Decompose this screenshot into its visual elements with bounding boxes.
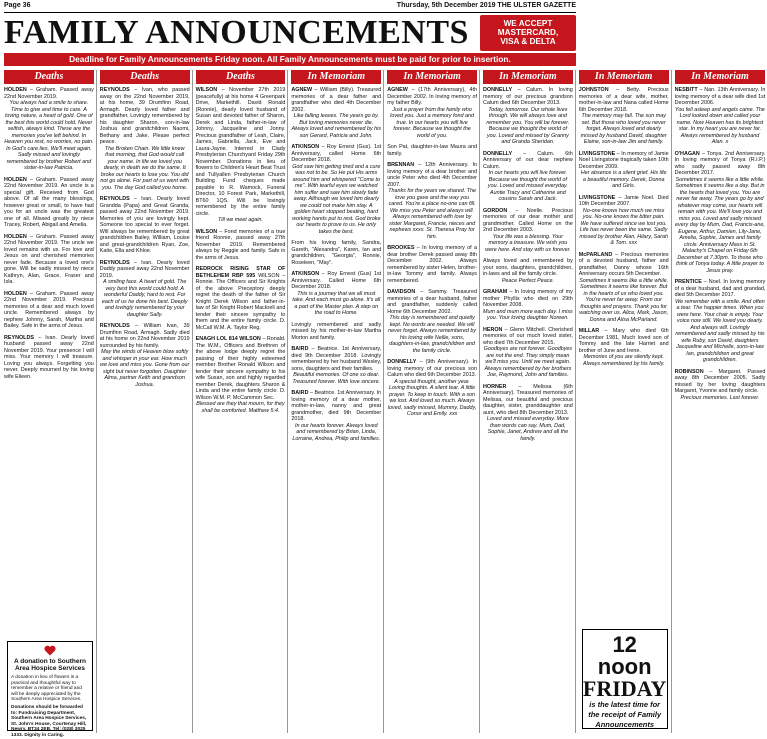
notice-name: WILSON (195, 87, 218, 93)
notice-name: GRAHAM (482, 289, 508, 295)
notice-verse: No-one knows how much we miss you. No-one knows the bitter pain. We have suffered since we lost you. Life has never been the same. Sadly missed by brother Alan, Hilary, Sarah & Tom. xxx (579, 207, 669, 246)
notice (4, 335, 94, 381)
notice-text: – (9th Anniversary). In loving memory of our precious son Calum who died 6th December 2013. (387, 359, 477, 378)
notice-name: REYNOLDS (99, 323, 130, 329)
notice-verse: Mum and mum more each day. I miss you. Your loving daughter Noreen. (482, 308, 573, 321)
notice (4, 291, 94, 330)
promo-text: is the latest time for the receipt of Family Announcements (588, 700, 662, 729)
notice-verse: You fell asleep and angels came. The Lord looked down and called your name. Now Heaven has its brightest star. In my heart you are never far. Always remembered by husband Alan. x (675, 106, 765, 145)
section-heading: In Memoriam (579, 70, 669, 84)
notice (387, 359, 477, 418)
notice-name: LIVINGSTONE (578, 150, 616, 157)
notice-text: – Ivan. Dearly loved Grandda (Papa) and Great Granda, passed away 22nd November 2019. Memories of you are lovingly kept. Someone too special to ever forget. Will always be remembered by great grandchildren Bailey, William, Louise and great-grandchildren Ryan, Zoe, Katie, Ella and Khloe. (99, 196, 190, 254)
notice (483, 208, 573, 254)
notice-name: HERON (482, 326, 503, 333)
notice-name: BAIRD (291, 346, 309, 352)
notice (387, 245, 477, 284)
notice-text: – Roy Ernest (Gus). 1st Anniversary, called Home 6th December 2018. (291, 144, 382, 163)
banner-title: FAMILY ANNOUNCEMENTS (4, 14, 469, 51)
notice (100, 323, 190, 388)
notice-name: HOLDEN (4, 233, 27, 240)
notice-verse: Memories of you are silently kept. Always remembered by his family. (582, 354, 665, 367)
notice-verse: May the winds of Heaven blow softly and whisper in your ear. How much we love and miss you. Gone from our sight but never forgotten. Daughter Alma, partner Keith and grandson Joshua. (100, 349, 190, 388)
notice (291, 87, 381, 139)
notice-text: – Graham. Passed away 22nd November 2019. An uncle is a special gift. Received from God above. Of all the many blessings, however great or small, to have had you for an uncle was the greatest one of all. Missed greatly by niece Tracey, Robert, Abigail and Amelia. (4, 176, 94, 228)
notice-verse: Goodbyes are not forever. Goodbyes are not the end. They simply mean we'll miss you. Until we meet again. Always remembered by her brothers Joe, Raymond, John and families. (483, 346, 573, 378)
notice-text: – In loving memory of a dear brother Derek passed away 8th December 2002. Always remembered by sister Helen, brother-in-law Tommy and family. Always remembered. (387, 245, 477, 284)
notice-text: – William Ivan, 39 Drumfinn Road, Armagh. Sadly died at his home on 22nd November 2019 surrounded by his family. (99, 323, 190, 349)
notice-name: REYNOLDS (4, 334, 34, 341)
deadline-promo-box (582, 629, 668, 729)
notice (100, 260, 190, 319)
notice (196, 266, 286, 331)
notice-verse: Your life was a blessing. Your memory a treasure. We wish you were here. And stay with us forever. (485, 233, 571, 253)
notice (4, 87, 94, 172)
notice (483, 151, 573, 203)
notice-name: LIVINGSTONE (578, 194, 616, 201)
card-payment-badge (480, 15, 576, 51)
notice-name: WILSON (195, 228, 218, 235)
notice-verse: Thanks for the years we shared. The love you gave and the way you cared. You're a place no-one can fill. We miss you Peter and always will. Always remembered with love by sister Margaret, Francie, nieces and nephews xxxx. St. Theresa Pray for him. (388, 188, 476, 240)
notice-verse: Sometimes it seems like a little while. Sometimes it seems like forever. But in the hearts of us who loved you. You're never far away. From our thoughts and prayers. Thank you for watching over us. Alice, Mark, Jason, Donna and Alisa McParland. (579, 277, 669, 323)
notice (483, 327, 573, 379)
notice (4, 234, 94, 286)
page-dateline: Thursday, 5th December 2019 THE ULSTER GAZETTE (396, 2, 576, 9)
notice-text: – Noel. In loving memory of a dear husband, dad and grandad, died 5th December 2017. (674, 279, 766, 298)
notice-verse: Precious memories. Last forever. (680, 394, 760, 401)
notice-text: – (17th Anniversary), 4th December 2002. In loving memory of my father Billy. (387, 87, 477, 106)
notice-text: – Margaret. Passed away 8th December 2005. Sadly missed by her loving daughters Margaret, Yvonne and family circle. (674, 368, 766, 394)
notice-text: – November 27th 2019 (peacefully) at his home 4 Greenpark Drive, Markethill. David Ronald (Ronnie), dearly loved husband of Susan and devoted father of Sharon, Derek and Linda, father-in-law of Johnny, Jacqueline and Jonny. Precious grandfather of Leah, Claire, James, Gabriella, Jack, Eve and Laura-Jayne. Interred in Clady Presbyterian Churchyard Friday 29th November. Donations in lieu of flowers to Children's Heart Beat Trust and Tullyallen Presbyterian Church Building Fund cheques made payable to R. Wamock, Funeral Director, 10 Forest Park, Markethill, BT60 1QS. Will be lovingly remembered by the entire family circle. (195, 87, 286, 217)
notice-verse: Beautiful memories. Of one so dear. Treasured forever. With love sincere. (292, 372, 381, 385)
notice-name: MILLAR (578, 328, 600, 334)
notice-text: – Melissa (6th Anniversary). Treasured memories of Melissa, our beautiful and precious daughter, sister, granddaughter and aunt, who died 8th December 2013. (482, 383, 573, 416)
column-5 (387, 70, 480, 733)
notice-text: – 12th Anniversary. In loving memory of a dear brother and uncle Peter who died 4th December 2007. (387, 162, 477, 188)
notice-text: – Tonya. 2nd Anniversary. In loving memory of Tonya (R.I.P.) who sadly passed away 8th December 2017. (674, 150, 766, 176)
notice-text: – Sammy. Treasured memories of a dear husband, father and grandfather, suddenly called Home 6th December 2002. (387, 289, 477, 315)
notice-name: REYNOLDS (99, 259, 130, 266)
notice (675, 87, 766, 146)
section-heading: In Memoriam (387, 70, 477, 84)
notice-name: REDROCK RISING STAR OF BETHLEHEM RBP 595 (195, 266, 286, 279)
notice (483, 289, 573, 322)
notice (387, 87, 477, 139)
notice (483, 87, 573, 146)
notice-verse: A special thought, another year. Loving thoughts. A silent tear. A little prayer. To keep in touch. With a son we lost. And loved so much. Always loved, sadly missed, Mummy, Daddy, Conor and Emily. xxx (387, 378, 477, 417)
notice-verse: The Broken Chain. We little knew that morning, that God would call your name. In life we loved you dearly, in death we do the same. It broke our hearts to lose you. You did not go alone. For part of us went with you. The day God called you home. (100, 145, 190, 191)
notice-verse: You always had a smile to share. Time to give and time to care. A loving nature, a heart of gold. One of the best this world could hold. Never selfish, always kind. These are the memories you've left behind. In Heaven you rest, no worries, no pain. In God's care lies. We'll meet again. Sadly missed and lovingly remembered by brother Robert and sister-in-law Patricia. (4, 100, 94, 171)
notice-verse: Her absence is a silent grief. His life a beautiful memory. Derek, Donna and Girls. (580, 170, 667, 189)
header-rule (4, 12, 576, 13)
notice-text: – Glenn Mitchell. Cherished memories of our much loved sister, who died 7th December 2015. (482, 326, 573, 346)
notice-verse: The memory may fall. The sun may set. But those who loved you never forget. Always loved and dearly missed by husband David, daughter Elaine, son-in-law Jim and family. (580, 113, 667, 145)
notice (196, 229, 286, 262)
section-heading: In Memoriam (483, 70, 573, 84)
column-6 (483, 70, 576, 733)
notice (483, 384, 573, 443)
notice-name: BROOKES (387, 245, 415, 251)
notice-name: BRENNAN (387, 162, 415, 168)
notice-name: PRENTICE (674, 279, 702, 285)
notice-text: – Ivan. Dearly loved husband passed away 22nd November 2019. Your presence I will miss. Your memory I will treasure. Loving you always. Forgetting you never. Deeply mourned by his loving wife Eileen. (4, 334, 94, 380)
notice-text: – Jamie Noel. Died 10th December 2007. (578, 194, 669, 207)
notice (387, 144, 477, 157)
notice-name: ENAGH LOL 814 WILSON (195, 336, 261, 342)
notice (579, 328, 669, 367)
notice (100, 87, 190, 191)
notice-verse: This is a journey that we all must take. And each must go alone. It's all a part of the Master plan. A step on the road to Home. (292, 290, 381, 316)
notice-text: – Ivan. Dearly loved Daddy passed away 22nd November 2019. (99, 259, 190, 279)
promo-time: 12 noon (597, 632, 652, 679)
notice-name: McPARLAND (578, 251, 613, 258)
notice-name: DONNELLY (482, 150, 513, 157)
notice-name: O'HAGAN (674, 150, 700, 157)
notice-text: – Graham. Passed away 22nd November 2019. The uncle we loved remains with us. For love and Jesus on and cherished memories never fade. Because a loved one's gone. Will be sadly missed by niece Kathryn, Alan, Grace, Fraser and Isla. (4, 233, 94, 285)
notice-name: AGNEW (387, 87, 408, 93)
notice (100, 196, 190, 255)
notice-name: DONNELLY (482, 87, 513, 93)
column-2 (100, 70, 193, 733)
notice-text: – Nan. 13th Anniversary. In loving memory of a dear wife died 1st December 2006. (674, 87, 766, 106)
card-badge-line-3: VISA & DELTA (500, 37, 556, 46)
notice-name: DONNELLY (387, 359, 417, 365)
notice-name: BAIRD (291, 390, 309, 396)
notice (291, 346, 381, 385)
notice-name: REYNOLDS (99, 87, 130, 93)
hospice-donation-box (7, 641, 93, 738)
notice-verse: In our hearts forever. Always loved and remembered by Brian, Linda, Lorraine, Andrea, Philip and families. (292, 422, 381, 442)
deadline-strip: Deadline for Family Announcements Friday noon. All Family Announcements must be paid for prior to insertion. (4, 53, 576, 66)
notice-text: From his loving family, Sandra, Gareth, "Alexandra", Karen, Ian and grandchildren, "Georgia", Ronnie, Roseleen, "May". (291, 240, 382, 266)
notice-name: ATKINSON (291, 271, 320, 277)
notice-verse: Loved and missed everyday. More than words can say. Mum, Dad, Sophie, Janet, Andrew and all the family. (486, 416, 569, 442)
notice-verse: Till we meet again. (218, 217, 263, 223)
notice (675, 369, 766, 402)
donation-title: A donation to Southern Area Hospice Services (14, 658, 86, 672)
notice-text: – Noelle. Precious memories of our dear mother and grandmother. Called Home on the 2nd December 2003. (482, 207, 573, 233)
notice-verse: Just a prayer from the family who loved you. Just a memory fond and true. In our hearts you will live forever. Because we thought the world of you. (390, 106, 475, 139)
notice (483, 258, 573, 284)
notice-verse: Today, tomorrow. Our whole lives through. We will always love and remember you. You will be forever. Because we thought the world of you. Loved and missed by Granny and Granda Sheridan. (486, 106, 570, 145)
notice (4, 177, 94, 229)
notice (387, 162, 477, 240)
notice-columns (4, 70, 766, 738)
notice (291, 240, 381, 266)
notice (387, 289, 477, 354)
notice-text: – Mary who died 6th December 1981, Much loved son of Tommy and the late Harriet and brother of June and Irene. (578, 328, 669, 354)
notice (579, 151, 669, 190)
notice-name: HOLDEN (4, 87, 27, 93)
notice-text: – Graham. Passed away 22nd November 2019. Precious memories of a dear and much loved uncle. Remembered always by nephew Johnny, Sarah, Martha and Bailey. Safe in the arms of Jesus. (4, 290, 94, 329)
notice (675, 151, 766, 275)
notice-name: NESBITT (674, 87, 698, 93)
notice-text: – Beatrice. 1st Anniversary, died 9th December 2018. Lovingly remembered by her husband Wesley, sons, daughters and their families. (291, 346, 382, 372)
page-header (4, 2, 576, 12)
section-heading: Deaths (196, 70, 286, 84)
column-8 (675, 70, 767, 733)
notice (579, 195, 669, 247)
notice-text: – Beatrice. 1st Anniversary. In loving memory of a dear mother, mother-in-law, nanny and great grandmother, died 9th December 2018. (291, 390, 382, 422)
notice (196, 336, 286, 414)
notice-text: – Fond memories of a true friend Ronnie, passed away 27th November 2019. Remembered always by Reggie and family. Safe in the arms of Jesus. (195, 228, 286, 261)
promo-day: FRIDAY (582, 676, 667, 701)
section-heading: In Memoriam (675, 70, 766, 84)
notice-name: HORNER (482, 383, 507, 390)
notice-text: – Betty. Precious memories of a dear wife, mother, mother-in-law and Nana called Home 6th December 2018. (578, 87, 669, 113)
column-3 (196, 70, 289, 733)
notice-verse: God saw him getting tired and a cure was not to be. So He put His arms around him and whispered "Come to me". With tearful eyes we watched him suffer and saw him slowly fade away. Although we loved him dearly we could not make him stay. A golden heart stopped beating, hard working hands put to rest. God broke our hearts to prove to us. He only takes the best. (292, 163, 381, 235)
notice-name: HOLDEN (4, 176, 27, 183)
notice-name: AGNEW (291, 87, 313, 93)
notice (291, 390, 381, 442)
notice-text: – William (Billy). Treasured memories of a dear father and grandfather who died 4th December 2002. (291, 87, 382, 113)
notice-name: JOHNSTON (578, 87, 609, 93)
notice-text: – Graham. Passed away 22nd November 2019. (4, 87, 94, 100)
notice-verse: Sometimes it seems like a little while. Sometimes it seems like a day. But in the hearts that loved you. You are never far away. The years go by and whatever may come, our hearts will remain with you. We'll love you and miss you. Loved and sadly missed every day by Mum, Dad, Francis-ane, Eugene, Arthur, Damien, Lily-Jane, Amelia, Sophie, James and family circle. Anniversary Mass in St. Malachy's Chapel on Friday 6th December at 7.30pm. To those who think of Tonya today. A little prayer to Jesus pray. (675, 176, 765, 274)
section-heading: Deaths (100, 70, 190, 84)
notice-text: – Calum. 6th Anniversary of our dear nephew Calum. (482, 150, 573, 170)
notice-verse: In our hearts you will live forever. Because we thought the world of you. Loved and missed everyday. Auntie Tracy and Catherine and cousins Sarah and Jack. (487, 170, 568, 202)
notice-text: – Roy Ernest (Gus) 1st Anniversary. Called Home 6th December 2018. (291, 271, 382, 290)
notice-verse: This day is remembered and quietly kept. No words are needed. We will never forget. Always remembered by his loving wife Nellie, sons, daughters-in-law, grandchildren and the family circle. (388, 315, 477, 354)
notice (579, 252, 669, 324)
notice-text: Always loved and remembered by your sons, daughters, grandchildren, in-laws and all the family circle. (482, 258, 573, 277)
notice-name: ATKINSON (291, 144, 320, 150)
notice-text: – Calum. In loving memory of our precious grandson Calum died 6th December 2013. (482, 87, 573, 106)
column-7 (579, 70, 672, 733)
notice-name: HOLDEN (4, 290, 27, 297)
notice-text: Lovingly remembered and sadly missed by his mother-in-law Martha Morton and family. (291, 321, 382, 341)
notice-text: – In loving memory of my mother Phyllis who died on 29th November 2008. (482, 289, 573, 308)
notice (291, 144, 381, 235)
notice-verse: We remember with a smile. And often a tear. The happier times. When you were here. Your chair is empty. Your voice now still. We loved you dearly. And always will. Lovingly remembered and sadly missed by his wife Ruby, son David, daughters Jacqueline and Michelle, sons-in-law Ian, grandchildren and great grandchildren. (675, 298, 765, 363)
heart-icon (44, 645, 56, 656)
donation-text: A donation in lieu of flowers is a practical and thoughtful way to remember a relative or friend and will be deeply appreciated by the Southern Area Hospice Services. (11, 675, 82, 703)
donation-contact: Donations should be forwarded to: Fundraising Department, Southern Area Hospice Services, St. John's House, Courtenay Hill, Newry, BT34 2EB. Tel: (028) 3025 1333. Dignity in Caring. (11, 704, 87, 738)
announcements-banner (4, 15, 576, 51)
notice-name: DAVIDSON (387, 289, 416, 295)
notice (196, 87, 286, 224)
card-badge-line-2: MASTERCARD, (497, 28, 559, 37)
column-1 (4, 70, 97, 738)
notice-name: REYNOLDS (99, 196, 130, 202)
notice (579, 87, 669, 146)
notice-text: Son Pat, daughter-in-law Maura and family. (387, 144, 477, 157)
section-heading: In Memoriam (291, 70, 381, 84)
notice-name: GORDON (482, 207, 508, 214)
notice-verse: Like falling leaves. The years go by. But loving memories never die. Always loved and remembered by his son Gerard, Patricia and John. (291, 113, 382, 139)
notice-verse: Peace Perfect Peace. (501, 277, 554, 284)
notice (291, 271, 381, 317)
notice-name: ROBINSON (674, 368, 704, 375)
notice-text: – Precious memories of a devoted husband, father and grandfather, Danny whose 16th Anniversary occurs 5th December. (578, 251, 669, 277)
card-badge-line-1: WE ACCEPT (503, 19, 553, 28)
notice-verse: Blessed are they that mourn, for they shall be comforted. Matthew 5:4. (196, 401, 285, 414)
page-number: Page 36 (4, 2, 31, 9)
notice-text: – In memory of Jamie Noel Livingstone tragically taken 10th December 2009. (578, 150, 669, 170)
notice-text: WILSON – Ronnie. The Officers and Sir Knights of the above Preceptory deeply regret the death of the father of Sir Knight Derek Wilson and father-in-law of Sir Knight Robert Mackrell and tender their sincere sympathy to them and the entire family circle. D. McCall W.M. A. Taylor Reg. (195, 272, 286, 331)
notice-text: – Ivan, who passed away on the 22nd November 2019, at his home, 39 Drumfinn Road, Armagh. Dearly loved father and grandfather. Lovingly remembered by his daughter Sharon, son-in-law Joshua and grandchildren Naomi, Bethany and Jake. Please perfect peace. (99, 87, 190, 145)
notice-verse: A smiling face. A heart of gold. The very best this world could hold. A wonderful Daddy, hard to rest. For each of us he done his best. Deeply and lovingly remembered by your daughter Sally. (101, 279, 188, 318)
section-heading: Deaths (4, 70, 94, 84)
notice-text: – Ronald. The W.M., Officers and Brethren of the above lodge deeply regret the passing of their highly esteemed member Brother Ronald Wilson and tender their sincere sympathy to his wife Susan, son and highly regarded member Derek, daughters Sharon & Linda and the entire family circle. D. Wilson W.M. P. McCammon Sec. (195, 336, 286, 401)
column-4 (291, 70, 384, 733)
notice (291, 322, 381, 342)
notice (675, 279, 766, 364)
